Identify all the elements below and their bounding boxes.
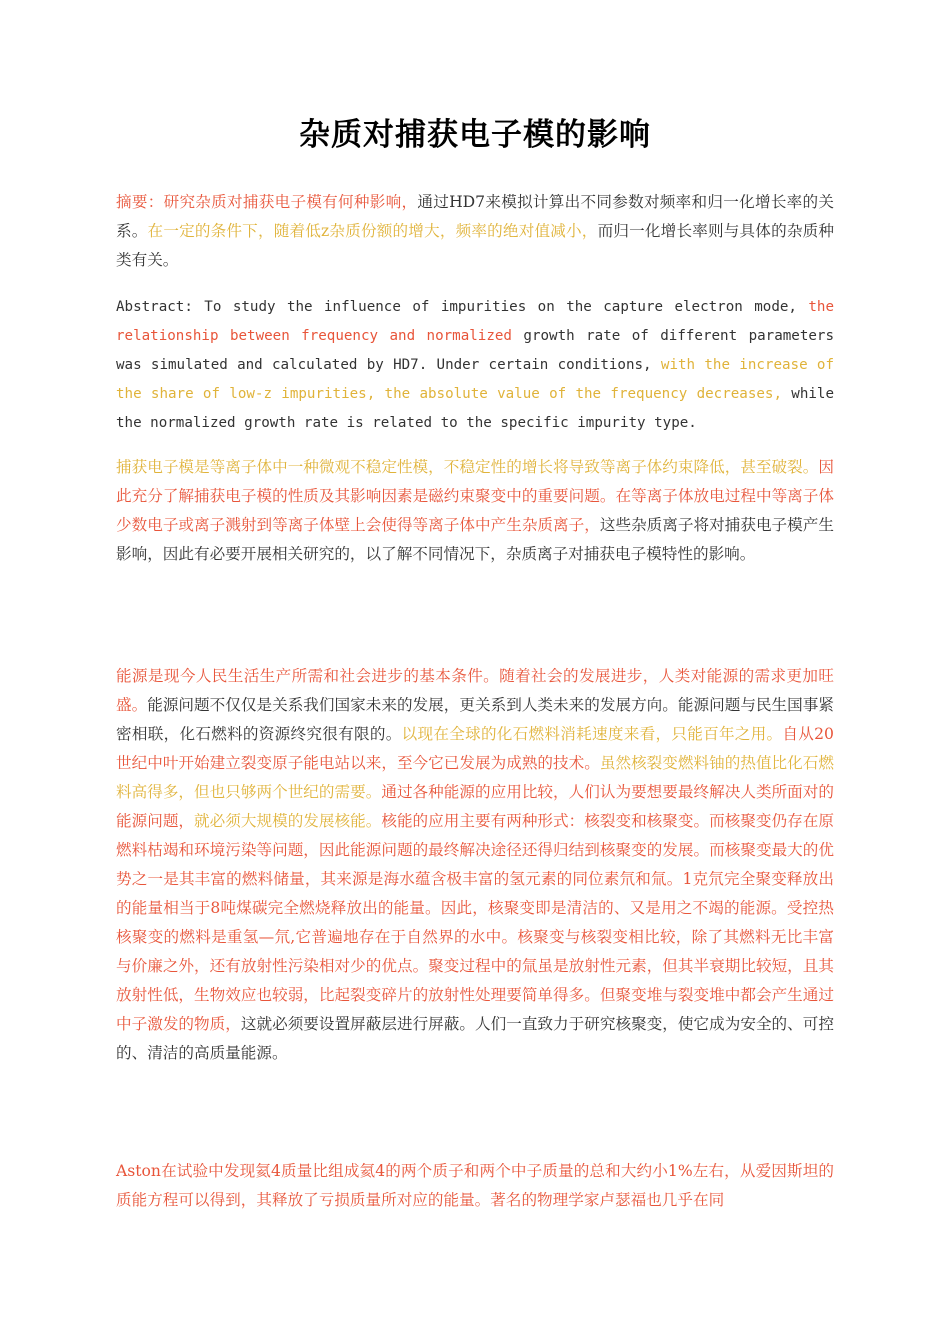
intro-paragraph-1	[116, 453, 834, 569]
text-segment: 能源是现今人民生活生产所需和社会进步的基本条件。随着社会的发展进步，人类对能源的需求更加旺盛。	[116, 667, 834, 714]
intro-paragraph-3	[116, 1157, 834, 1215]
text-segment: Aston在试验中发现氦4质量比组成氦4的两个质子和两个中子质量的总和大约小1%左右，从爱因斯坦的质能方程可以得到，其释放了亏损质量所对应的能量。著名的物理学家卢瑟福也几乎在同	[116, 1162, 834, 1209]
text-segment: 在一定的条件下，随着低z杂质份额的增大，频率的绝对值减小，	[147, 222, 598, 240]
text-segment: 通过HD7来模拟计算出不同参数对频率和归一化增长率的关系。	[116, 193, 834, 240]
page-title: 杂质对捕获电子模的影响	[299, 117, 651, 153]
text-segment: 通过各种能源的应用比较，人们认为要想要最终解决人类所面对的能源问题，	[116, 783, 834, 830]
abstract-chinese	[116, 188, 834, 275]
text-segment: 以现在全球的化石燃料消耗速度来看，只能百年之用。	[401, 725, 783, 743]
text-segment: with the increase of the share of low-z impurities, the absolute value of the frequency decreases,	[116, 357, 834, 402]
text-segment: 摘要：研究杂质对捕获电子模有何种影响，	[116, 193, 418, 211]
text-segment: 虽然核裂变燃料铀的热值比化石燃料高得多，但也只够两个世纪的需要。	[116, 754, 834, 801]
text-segment: 而归一化增长率则与具体的杂质种类有关。	[116, 222, 834, 269]
text-segment: 这些杂质离子将对捕获电子模产生影响，因此有必要开展相关研究的，以了解不同情况下，杂质离子对捕获电子模特性的影响。	[116, 516, 834, 563]
text-segment: 捕获电子模是等离子体中一种微观不稳定性模，不稳定性的增长将导致等离子体约束降低，甚至破裂。	[116, 458, 819, 476]
text-segment: while the normalized growth rate is related to the specific impurity type.	[116, 386, 834, 431]
text-segment: 这就必须要设置屏蔽层进行屏蔽。人们一直致力于研究核聚变，使它成为安全的、可控的、清洁的高质量能源。	[116, 1015, 834, 1062]
text-segment: Abstract: To study the influence of impurities on the capture electron mode,	[116, 299, 809, 315]
text-segment: growth rate of different parameters was simulated and calculated by HD7. Under certain conditions,	[116, 328, 834, 373]
abstract-english	[116, 293, 834, 438]
text-segment: 就必须大规模的发展核能。	[194, 812, 382, 830]
text-segment: 核能的应用主要有两种形式：核裂变和核聚变。而核聚变仍存在原燃料枯竭和环境污染等问题，因此能源问题的最终解决途径还得归结到核聚变的发展。而核聚变最大的优势之一是其丰富的燃料储量，其来源是海水蕴含极丰富的氢元素的同位素氘和氚。1克氘完全聚变释放出的能量相当于8吨煤碳完全燃烧释放出的能量。因此，核聚变即是清洁的、又是用之不竭的能源。受控热核聚变的燃料是重氢—氘,它普遍地存在于自然界的水中。核聚变与核裂变相比较，除了其燃料无比丰富与价廉之外，还有放射性污染相对少的优点。聚变过程中的氚虽是放射性元素，但其半衰期比较短，且其放射性低，生物效应也较弱，比起裂变碎片的放射性处理要简单得多。但聚变堆与裂变堆中都会产生通过中子激发的物质，	[116, 812, 834, 1033]
text-segment: the relationship between frequency and normalized	[116, 299, 834, 344]
text-segment: 因此充分了解捕获电子模的性质及其影响因素是磁约束聚变中的重要问题。在等离子体放电过程中等离子体少数电子或离子溅射到等离子体壁上会使得等离子体中产生杂质离子，	[116, 458, 834, 534]
intro-paragraph-2	[116, 662, 834, 1068]
text-segment: 自从20世纪中叶开始建立裂变原子能电站以来，至今它已发展为成熟的技术。	[116, 725, 834, 772]
text-segment: 能源问题不仅仅是关系我们国家未来的发展，更关系到人类未来的发展方向。能源问题与民生国事紧密相联，化石燃料的资源终究很有限的。	[116, 696, 834, 743]
